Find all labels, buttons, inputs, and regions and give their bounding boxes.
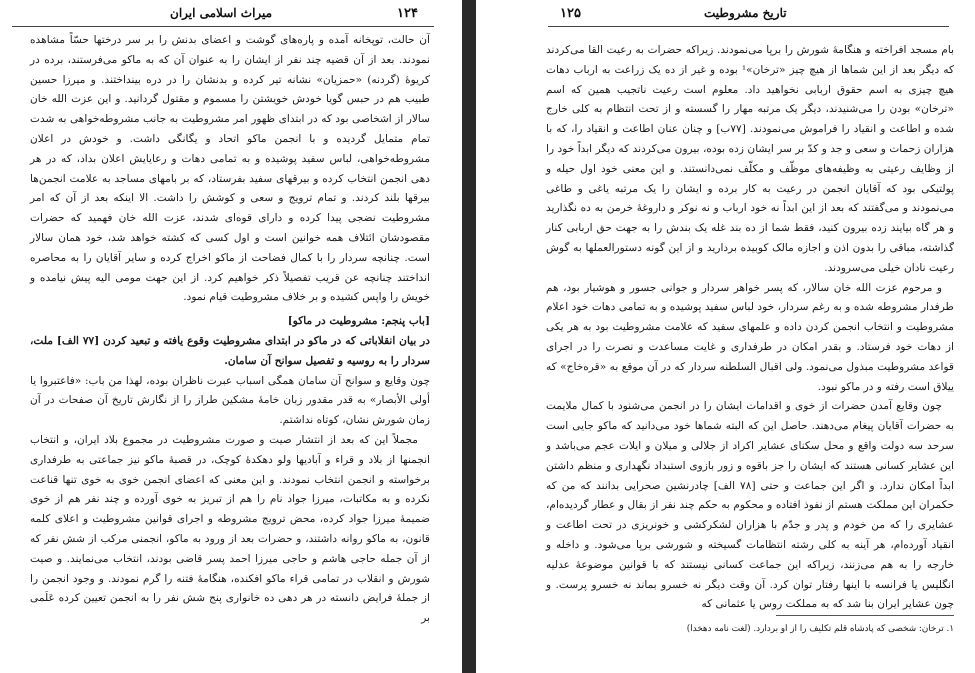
- header-rule: [12, 26, 434, 27]
- section-subtitle: در بیان انقلاباتی که در ماکو در ابتدای مشروطیت وقوع یافته و تبعید کردن [۷۷ الف] ملت، سردار را به روسیه و تفصیل سوانح آن سامان.: [30, 334, 430, 367]
- paragraph: چون وقایع آمدن حضرات از خوی و اقدامات ایشان را در انجمن می‌شنود با کمال ملایمت به حضرات آقایان پیغام می‌دهند. حاصل این که البته شماها خود می‌دانید که ماکو جایی است سرحد سه دولت واقع و محل سکنای عشایر اکراد از جلالی و میلان و ایلات عجم می‌باشد و این عشایر کسانی هستند که ایشان را جز باقوه و زور بازوی استبداد نگهداری و منظم داشتن ابداً امکان ندارد. و اگر این جماعت و حتی [۷۸ الف] چادرنشین صحرایی بدانند که من که حکمران این مملکت هستم از نفوذ افتاده و محکوم به حکم چند نفر از بقال و عطار گردیده‌ام، عشایری را که من خودم و پدر و جدّم با هزاران لشکرکشی و خونریزی در تحت اطاعت و انقیاد آورده‌ام، هر آینه به کلی رشته انتظامات گسیخته و شورشی برپا می‌شود. و داخله و خارجه را به هم می‌زنند، زیراکه این جماعت کسانی نیستند که با قوانین موضوعهٔ عدلیه انگلیس یا فرانسه با اینها رفتار توان کرد. آن وقت دیگر نه خسرو بماند نه خسرو پرست. و چون عشایر ایران بنا شد که به مملکت روس یا عثمانی که: [546, 400, 955, 611]
- running-head: تاریخ مشروطیت: [704, 6, 787, 20]
- footnote: ۱. ترخان: شخصی که پادشاه قلم تکلیف را از او بردارد. (لغت نامه دهخدا): [686, 624, 954, 634]
- running-head: میراث اسلامی ایران: [170, 6, 273, 20]
- paragraph: مجملاً این که بعد از انتشار صیت و صورت مشروطیت در مجموع بلاد ایران، و انتخاب انجمنها از بلاد و قراء و آبادیها ولو دهکدهٔ کوچک، در قصبهٔ ماکو نیز جماعتی به طرفداری برخواسته و انجمن انتخاب نمودند. و این معنی که اعضای انجمن خوی به خوی تنها قناعت نکرده و به مکاتبات، میرزا جواد نام را هم از تبریز به خوی آورده و چند نفر هم از خوی ضمیمهٔ میرزا جواد کرده، محض ترویج مشروطه و اجرای قوانین مشروطیت و اعلای کلمه قانون، به ماکو روانه داشتند، و حضرات بعد از ورود به ماکو، انجمنی مرکب از شش نفر که از آن جمله حاجی هاشم و حاجی میرزا احمد پسر قاضی بودند، انتخاب می‌نمایند. و صیت شورش و انقلاب در تمامی قراء ماکو افکنده، هنگامهٔ فتنه را گرم نمودند. و وجود انجمن را از جملهٔ فرایض دانسته در هر دهی ده خانواری پنج شش نفر را به انجمن تعیین کرده عَلَمی بر: [30, 433, 430, 625]
- right-page: [476, 0, 975, 673]
- header-rule: [548, 26, 949, 27]
- body-text: [30, 31, 430, 629]
- left-page: [0, 0, 462, 673]
- page-number: ۱۲۴: [397, 6, 418, 21]
- paragraph: و مرحوم عزت الله خان سالار، که پسر خواهر سردار و جوانی جسور و هوشیار بود، هم طرفدار مشروطه شده و به رغم سردار، خود لباس سفید پوشیده و به تمامی دهات خود اعلام مشروطیت و انتخاب انجمن کردن داده و علمهای سفید که علامت مشروطیت بود به هر یکی از دهات خود فرستاد. و بقدر امکان در طرفداری و غایت مساعدت و نصرت را در اجرای قواعد مشروطیت مبذول می‌نمود. ولی اقبال السلطنه سردار که در آن موقع به «قره‌خاج» که ییلاق است رفته و در ماکو نبود.: [546, 281, 954, 393]
- paragraph: بام مسجد افراخته و هنگامهٔ شورش را برپا می‌نمودند. زیراکه حضرات به رعیت القا می‌کردند که دیگر بعد از این شماها از هیچ چیز «ترخان»¹ بوده و غیر از ده یک زراعت به ارباب دهات هیچ چیزی به اسم حقوق اربابی نخواهید داد. معلوم است رعیت ناتجیب همین که اسم «ترخان» بودن را می‌شنیدند، دیگر یک مرتبه مهار را گسسته و از تحت انتظام به کلی خارج شده و اطاعت و انقیاد را فراموش می‌نمودند. [۷۷ب] و چنان عنان اطاعت و انقیاد را، که با هزاران زحمات و سعی و جد و کدّ بر سر ایشان زده بوده، بیرون می‌کردند که دیگر ابداً خود را از وظایف رعیتی به وظیفه‌های موظّف و مکلّف نمی‌دانستند. و این معنی خود اول حیله و پولتیکی بود که آقایان انجمن در رعیت به کار برده و ایشان را یک مرتبه یاغی و طاغی می‌نمودند و می‌گفتند که بعد از این ابداً نه خود ارباب و نه نوکر و داروغهٔ خرمن به ده نگذارید و هر گاه بیایند زده بیرون کنید، فقط شما از ده بند غله یک بندش را به جهت حق اربابی کنار گذاشته، مباقی را بدون اذن و اجازه مالک کوبیده بردارید و از این گونه دستورالعملها به گوش رعیت نادان خیلی می‌سرودند.: [546, 44, 954, 274]
- page-number: ۱۲۵: [560, 6, 581, 21]
- body-text: [546, 41, 954, 615]
- paragraph: آن حالت، توپخانه آمده و پاره‌های گوشت و اعضای بدنش را بر سر درختها حسّاً مشاهده نمودند. بعد از آن قضیه چند نفر از ایشان را به عنوان آن که به ماکو می‌فرستند، برده در کریوهٔ (گردنه) «حمزیان» نشانه تیر کرده و بدنشان را در دره بینداختند. و میرزا حسین طبیب هم در حبس گویا خودش خویشتن را مسموم و مقتول گردانید. و این عزت الله خان سالار از اشخاصی بود که در ابتدای ظهور امر مشروطیت به جانب مشروطه‌خواهی به شدت تمام متمایل گردیده و با انجمن ماکو اتحاد و یگانگی داشت. و خودش در اعلان مشروطه‌خواهی، لباس سفید پوشیده و به تمامی دهات و رعایایش اعلان بداد، که در هر دهی انجمن انتخاب کرده و بیرقهای سفید بفرستاد، که بر بامهای مساجد به علامت انجمن‌ها بیرقها بلند کردند. و تمام ترویج و سعی و کوشش را داشت. الا اینکه بعد از آن که امر مشروطیت نضجی پیدا کرده و دارای قوه‌ای شدند، عزت الله خان فهمید که حضرات مقصودشان ائتلاف همه خوانین است و اول کسی که کشته خواهد شد، خود همان سالار است. چنانچه سردار را با کمال فضاحت از ماکو اخراج کرده و سایر آقایان را به محاصره انداختند چنانچه عن قریب تفصیلاً ذکر خواهیم کرد. از این جهت مومی الیه پیش نیامده و خویش را واپس کشیده و بر خلاف مشروطیت قیام نمود.: [30, 34, 430, 304]
- footnote-rule: [776, 615, 954, 616]
- paragraph: چون وقایع و سوانح آن سامان همگی اسباب عبرت ناظران بوده، لهذا من باب: «فاعتبروا یا أولی الأبصار» به قدر مقدور زبان خامهٔ مشکین طراز را از نگارش تاریخ آن صفحات در آن زمان شورش نشان، کوتاه نداشتم.: [30, 374, 430, 427]
- section-title: [باب پنجم: مشروطیت در ماکو]: [287, 315, 430, 328]
